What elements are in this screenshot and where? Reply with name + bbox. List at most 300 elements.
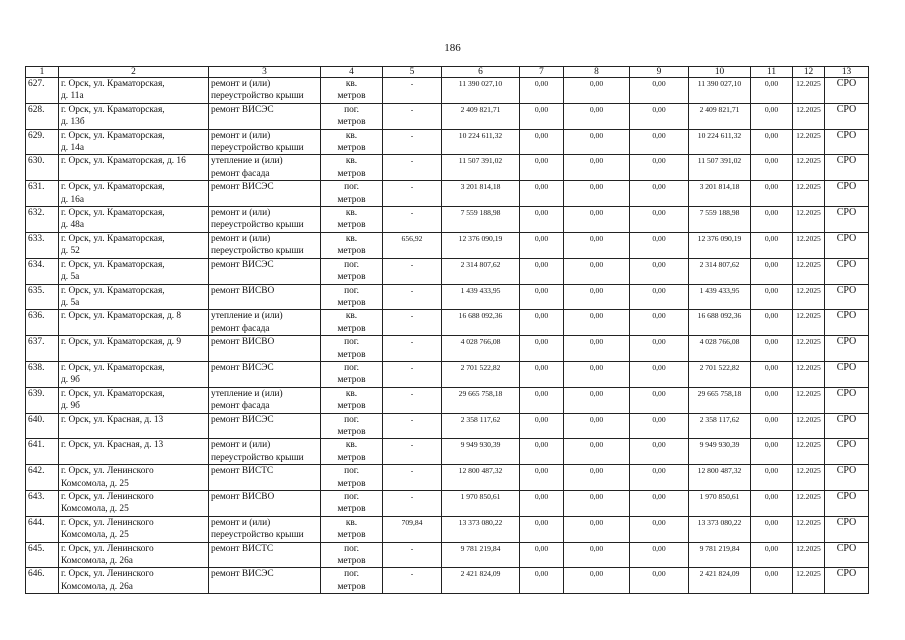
value-cell: 0,00 [630, 542, 689, 568]
work-type-cell-line: ремонт ВИСЭС [211, 104, 274, 115]
total-cost-cell: 12 800 487,32 [442, 465, 520, 491]
work-type-cell-line: ремонт ВИСЭС [211, 259, 274, 270]
deadline-cell: 12.2025 [793, 336, 825, 362]
fund-cost-cell: 11 390 027,10 [689, 78, 751, 104]
column-number-row [26, 67, 869, 78]
column-header: 7 [520, 67, 564, 78]
work-type-cell-line: утепление и (или) [211, 156, 283, 167]
value-cell: 0,00 [564, 232, 630, 258]
registry-table [25, 66, 869, 594]
value-cell: 0,00 [564, 258, 630, 284]
value-cell: 0,00 [630, 103, 689, 129]
work-type-cell-line: переустройство крыши [211, 91, 304, 102]
address-cell [59, 542, 209, 568]
address-cell-line: Комсомола, д. 25 [61, 478, 129, 489]
unit-cell [321, 336, 383, 362]
row-number: 634. [26, 258, 59, 284]
unit-cell [321, 516, 383, 542]
unit-cell [321, 361, 383, 387]
work-type-cell-line: ремонт фасада [211, 168, 270, 179]
fund-cost-cell: 12 376 090,19 [689, 232, 751, 258]
row-number: 637. [26, 336, 59, 362]
address-cell [59, 336, 209, 362]
value-cell: 0,00 [751, 310, 793, 336]
fund-cost-cell: 2 358 117,62 [689, 413, 751, 439]
value-cell: 0,00 [630, 181, 689, 207]
area-cell: - [383, 336, 442, 362]
unit-cell-line: метров [337, 401, 366, 412]
work-type-cell-line: ремонт ВИСТС [211, 466, 274, 477]
deadline-cell: 12.2025 [793, 103, 825, 129]
address-cell [59, 284, 209, 310]
unit-cell-line: пог. [344, 569, 359, 580]
value-cell: 0,00 [751, 336, 793, 362]
fund-cost-cell: 2 421 824,09 [689, 568, 751, 594]
deadline-cell: 12.2025 [793, 439, 825, 465]
address-cell-line: г. Орск, ул. Ленинского [61, 569, 154, 580]
address-cell-line: г. Орск, ул. Красная, д. 13 [61, 440, 164, 451]
unit-cell-line: метров [337, 246, 366, 257]
value-cell: 0,00 [520, 361, 564, 387]
row-number: 628. [26, 103, 59, 129]
value-cell: 0,00 [520, 103, 564, 129]
column-header: 6 [442, 67, 520, 78]
method-cell: СРО [825, 207, 869, 233]
value-cell: 0,00 [564, 387, 630, 413]
value-cell: 0,00 [564, 336, 630, 362]
work-type-cell [209, 465, 321, 491]
address-cell-line: Комсомола, д. 26а [61, 556, 133, 567]
address-cell-line: д. 11а [61, 91, 84, 102]
deadline-cell: 12.2025 [793, 413, 825, 439]
method-cell: СРО [825, 542, 869, 568]
area-cell: - [383, 207, 442, 233]
value-cell: 0,00 [564, 439, 630, 465]
address-cell-line: Комсомола, д. 26а [61, 581, 133, 592]
total-cost-cell: 10 224 611,32 [442, 129, 520, 155]
work-type-cell-line: ремонт ВИСВО [211, 337, 275, 348]
address-cell-line: Комсомола, д. 25 [61, 504, 129, 515]
unit-cell [321, 207, 383, 233]
work-type-cell [209, 568, 321, 594]
deadline-cell: 12.2025 [793, 310, 825, 336]
unit-cell [321, 258, 383, 284]
value-cell: 0,00 [520, 568, 564, 594]
total-cost-cell: 2 358 117,62 [442, 413, 520, 439]
fund-cost-cell: 10 224 611,32 [689, 129, 751, 155]
address-cell-line: г. Орск, ул. Краматорская, [61, 388, 165, 399]
unit-cell-line: кв. [345, 130, 358, 141]
work-type-cell [209, 284, 321, 310]
value-cell: 0,00 [630, 491, 689, 517]
address-cell [59, 155, 209, 181]
work-type-cell [209, 516, 321, 542]
value-cell: 0,00 [630, 439, 689, 465]
table-row [26, 387, 869, 413]
value-cell: 0,00 [630, 387, 689, 413]
work-type-cell-line: ремонт ВИСВО [211, 492, 275, 502]
total-cost-cell: 2 701 522,82 [442, 361, 520, 387]
work-type-cell-line: переустройство крыши [211, 143, 304, 154]
work-type-cell-line: ремонт и (или) [211, 208, 271, 219]
unit-cell-line: метров [337, 220, 366, 231]
column-header: 12 [793, 67, 825, 78]
value-cell: 0,00 [751, 103, 793, 129]
method-cell: СРО [825, 310, 869, 336]
column-header: 4 [321, 67, 383, 78]
value-cell: 0,00 [630, 336, 689, 362]
unit-cell [321, 103, 383, 129]
value-cell: 0,00 [564, 155, 630, 181]
fund-cost-cell: 1 970 850,61 [689, 491, 751, 517]
work-type-cell [209, 310, 321, 336]
unit-cell-line: пог. [344, 466, 359, 477]
address-cell-line: г. Орск, ул. Ленинского [61, 466, 154, 477]
unit-cell-line: метров [337, 556, 366, 567]
value-cell: 0,00 [520, 491, 564, 517]
address-cell [59, 78, 209, 104]
value-cell: 0,00 [564, 465, 630, 491]
table-row [26, 207, 869, 233]
address-cell-line: д. 9б [61, 401, 80, 412]
row-number: 627. [26, 78, 59, 104]
value-cell: 0,00 [751, 232, 793, 258]
row-number: 646. [26, 568, 59, 594]
address-cell-line: д. 5а [61, 297, 80, 308]
deadline-cell: 12.2025 [793, 78, 825, 104]
fund-cost-cell: 11 507 391,02 [689, 155, 751, 181]
deadline-cell: 12.2025 [793, 258, 825, 284]
unit-cell-line: пог. [344, 337, 359, 348]
column-header: 5 [383, 67, 442, 78]
address-cell [59, 491, 209, 517]
work-type-cell-line: переустройство крыши [211, 246, 304, 257]
unit-cell-line: кв. [345, 311, 358, 322]
method-cell: СРО [825, 568, 869, 594]
value-cell: 0,00 [630, 129, 689, 155]
unit-cell-line: пог. [344, 362, 359, 373]
value-cell: 0,00 [630, 465, 689, 491]
value-cell: 0,00 [751, 491, 793, 517]
total-cost-cell: 4 028 766,08 [442, 336, 520, 362]
area-cell: - [383, 284, 442, 310]
address-cell-line: г. Орск, ул. Краматорская, [61, 285, 165, 296]
unit-cell-line: метров [337, 349, 366, 360]
area-cell: - [383, 258, 442, 284]
unit-cell-line: кв. [345, 517, 358, 528]
value-cell: 0,00 [630, 258, 689, 284]
deadline-cell: 12.2025 [793, 516, 825, 542]
table-row [26, 516, 869, 542]
work-type-cell [209, 103, 321, 129]
address-cell-line: г. Орск, ул. Краматорская, [61, 104, 165, 115]
work-type-cell [209, 232, 321, 258]
address-cell [59, 387, 209, 413]
unit-cell-line: кв. [345, 233, 358, 244]
address-cell-line: д. 52 [61, 246, 80, 257]
unit-cell-line: метров [337, 143, 366, 154]
address-cell-line: г. Орск, ул. Краматорская, д. 9 [61, 337, 182, 348]
unit-cell-line: метров [337, 194, 366, 205]
unit-cell [321, 232, 383, 258]
method-cell: СРО [825, 78, 869, 104]
deadline-cell: 12.2025 [793, 284, 825, 310]
total-cost-cell: 9 949 930,39 [442, 439, 520, 465]
address-cell-line: Комсомола, д. 25 [61, 530, 129, 541]
method-cell: СРО [825, 258, 869, 284]
work-type-cell-line: ремонт и (или) [211, 130, 271, 141]
area-cell: - [383, 310, 442, 336]
fund-cost-cell: 2 314 807,62 [689, 258, 751, 284]
deadline-cell: 12.2025 [793, 361, 825, 387]
unit-cell-line: пог. [344, 414, 359, 425]
table-row [26, 361, 869, 387]
area-cell: - [383, 129, 442, 155]
table-row [26, 310, 869, 336]
work-type-cell-line: ремонт и (или) [211, 440, 271, 451]
fund-cost-cell: 13 373 080,22 [689, 516, 751, 542]
deadline-cell: 12.2025 [793, 232, 825, 258]
total-cost-cell: 9 781 219,84 [442, 542, 520, 568]
fund-cost-cell: 9 949 930,39 [689, 439, 751, 465]
row-number: 638. [26, 361, 59, 387]
row-number: 630. [26, 155, 59, 181]
value-cell: 0,00 [520, 181, 564, 207]
value-cell: 0,00 [751, 465, 793, 491]
area-cell: - [383, 155, 442, 181]
unit-cell-line: кв. [345, 156, 358, 167]
value-cell: 0,00 [630, 155, 689, 181]
table-row [26, 439, 869, 465]
method-cell: СРО [825, 129, 869, 155]
fund-cost-cell: 3 201 814,18 [689, 181, 751, 207]
address-cell [59, 207, 209, 233]
value-cell: 0,00 [564, 491, 630, 517]
value-cell: 0,00 [564, 103, 630, 129]
value-cell: 0,00 [520, 542, 564, 568]
unit-cell-line: метров [337, 478, 366, 489]
table-row [26, 336, 869, 362]
value-cell: 0,00 [751, 129, 793, 155]
unit-cell-line: метров [337, 530, 366, 541]
work-type-cell [209, 361, 321, 387]
total-cost-cell: 11 507 391,02 [442, 155, 520, 181]
method-cell: СРО [825, 465, 869, 491]
unit-cell-line: пог. [344, 492, 359, 502]
address-cell [59, 258, 209, 284]
unit-cell-line: кв. [345, 440, 358, 451]
work-type-cell [209, 491, 321, 517]
value-cell: 0,00 [520, 336, 564, 362]
value-cell: 0,00 [564, 207, 630, 233]
address-cell-line: д. 5а [61, 272, 80, 283]
unit-cell-line: кв. [345, 79, 358, 89]
area-cell: - [383, 568, 442, 594]
value-cell: 0,00 [520, 439, 564, 465]
value-cell: 0,00 [520, 258, 564, 284]
work-type-cell [209, 78, 321, 104]
unit-cell-line: метров [337, 426, 366, 437]
method-cell: СРО [825, 516, 869, 542]
address-cell [59, 568, 209, 594]
work-type-cell [209, 439, 321, 465]
method-cell: СРО [825, 439, 869, 465]
unit-cell-line: метров [337, 504, 366, 515]
total-cost-cell: 3 201 814,18 [442, 181, 520, 207]
value-cell: 0,00 [564, 361, 630, 387]
address-cell-line: д. 13б [61, 117, 85, 128]
value-cell: 0,00 [520, 516, 564, 542]
unit-cell-line: пог. [344, 182, 359, 193]
total-cost-cell: 13 373 080,22 [442, 516, 520, 542]
row-number: 641. [26, 439, 59, 465]
value-cell: 0,00 [564, 78, 630, 104]
method-cell: СРО [825, 336, 869, 362]
table-row [26, 129, 869, 155]
work-type-cell [209, 207, 321, 233]
table-row [26, 232, 869, 258]
work-type-cell-line: утепление и (или) [211, 388, 283, 399]
unit-cell [321, 310, 383, 336]
address-cell-line: г. Орск, ул. Краматорская, [61, 182, 165, 193]
value-cell: 0,00 [520, 465, 564, 491]
table-row [26, 413, 869, 439]
method-cell: СРО [825, 413, 869, 439]
row-number: 635. [26, 284, 59, 310]
value-cell: 0,00 [564, 181, 630, 207]
deadline-cell: 12.2025 [793, 129, 825, 155]
value-cell: 0,00 [630, 413, 689, 439]
work-type-cell [209, 155, 321, 181]
address-cell-line: г. Орск, ул. Краматорская, [61, 259, 165, 270]
unit-cell-line: метров [337, 452, 366, 463]
row-number: 633. [26, 232, 59, 258]
unit-cell-line: пог. [344, 259, 359, 270]
fund-cost-cell: 12 800 487,32 [689, 465, 751, 491]
unit-cell [321, 181, 383, 207]
work-type-cell-line: ремонт и (или) [211, 79, 271, 89]
address-cell [59, 181, 209, 207]
value-cell: 0,00 [520, 78, 564, 104]
deadline-cell: 12.2025 [793, 491, 825, 517]
value-cell: 0,00 [520, 413, 564, 439]
address-cell [59, 232, 209, 258]
value-cell: 0,00 [630, 78, 689, 104]
value-cell: 0,00 [630, 361, 689, 387]
area-cell: - [383, 439, 442, 465]
table-row [26, 78, 869, 104]
table-row [26, 103, 869, 129]
unit-cell-line: кв. [345, 208, 358, 219]
unit-cell-line: пог. [344, 285, 359, 296]
value-cell: 0,00 [751, 207, 793, 233]
address-cell-line: г. Орск, ул. Краматорская, [61, 79, 165, 89]
work-type-cell-line: переустройство крыши [211, 452, 304, 463]
total-cost-cell: 2 314 807,62 [442, 258, 520, 284]
column-header: 11 [751, 67, 793, 78]
unit-cell [321, 129, 383, 155]
registry-body [26, 78, 869, 594]
row-number: 643. [26, 491, 59, 517]
column-header: 1 [26, 67, 59, 78]
value-cell: 0,00 [564, 310, 630, 336]
work-type-cell-line: ремонт ВИСЭС [211, 414, 274, 425]
area-cell: - [383, 387, 442, 413]
work-type-cell-line: утепление и (или) [211, 311, 283, 322]
fund-cost-cell: 2 409 821,71 [689, 103, 751, 129]
value-cell: 0,00 [751, 413, 793, 439]
address-cell [59, 103, 209, 129]
address-cell [59, 465, 209, 491]
work-type-cell-line: ремонт ВИСТС [211, 543, 274, 554]
work-type-cell-line: переустройство крыши [211, 220, 304, 231]
value-cell: 0,00 [751, 387, 793, 413]
address-cell-line: г. Орск, ул. Краматорская, [61, 130, 165, 141]
total-cost-cell: 29 665 758,18 [442, 387, 520, 413]
value-cell: 0,00 [751, 439, 793, 465]
value-cell: 0,00 [564, 129, 630, 155]
total-cost-cell: 12 376 090,19 [442, 232, 520, 258]
fund-cost-cell: 9 781 219,84 [689, 542, 751, 568]
row-number: 642. [26, 465, 59, 491]
column-header: 3 [209, 67, 321, 78]
row-number: 639. [26, 387, 59, 413]
value-cell: 0,00 [520, 129, 564, 155]
value-cell: 0,00 [564, 542, 630, 568]
fund-cost-cell: 29 665 758,18 [689, 387, 751, 413]
row-number: 636. [26, 310, 59, 336]
method-cell: СРО [825, 284, 869, 310]
work-type-cell-line: переустройство крыши [211, 530, 304, 541]
value-cell: 0,00 [520, 284, 564, 310]
total-cost-cell: 1 439 433,95 [442, 284, 520, 310]
column-header: 9 [630, 67, 689, 78]
method-cell: СРО [825, 387, 869, 413]
address-cell [59, 361, 209, 387]
table-row [26, 155, 869, 181]
work-type-cell [209, 181, 321, 207]
fund-cost-cell: 16 688 092,36 [689, 310, 751, 336]
unit-cell-line: метров [337, 323, 366, 334]
value-cell: 0,00 [520, 155, 564, 181]
address-cell-line: г. Орск, ул. Краматорская, д. 16 [61, 156, 186, 167]
address-cell-line: г. Орск, ул. Красная, д. 13 [61, 414, 164, 425]
address-cell [59, 310, 209, 336]
table-row [26, 465, 869, 491]
work-type-cell-line: ремонт и (или) [211, 233, 271, 244]
value-cell: 0,00 [630, 516, 689, 542]
work-type-cell [209, 542, 321, 568]
value-cell: 0,00 [751, 181, 793, 207]
row-number: 640. [26, 413, 59, 439]
total-cost-cell: 2 409 821,71 [442, 103, 520, 129]
table-row [26, 284, 869, 310]
table-row [26, 181, 869, 207]
value-cell: 0,00 [564, 413, 630, 439]
address-cell-line: д. 16а [61, 194, 84, 205]
total-cost-cell: 1 970 850,61 [442, 491, 520, 517]
work-type-cell-line: ремонт ВИСЭС [211, 362, 274, 373]
value-cell: 0,00 [751, 284, 793, 310]
value-cell: 0,00 [520, 207, 564, 233]
unit-cell [321, 465, 383, 491]
address-cell [59, 129, 209, 155]
value-cell: 0,00 [564, 284, 630, 310]
fund-cost-cell: 2 701 522,82 [689, 361, 751, 387]
work-type-cell [209, 413, 321, 439]
address-cell-line: г. Орск, ул. Краматорская, [61, 233, 165, 244]
address-cell-line: г. Орск, ул. Краматорская, [61, 208, 165, 219]
